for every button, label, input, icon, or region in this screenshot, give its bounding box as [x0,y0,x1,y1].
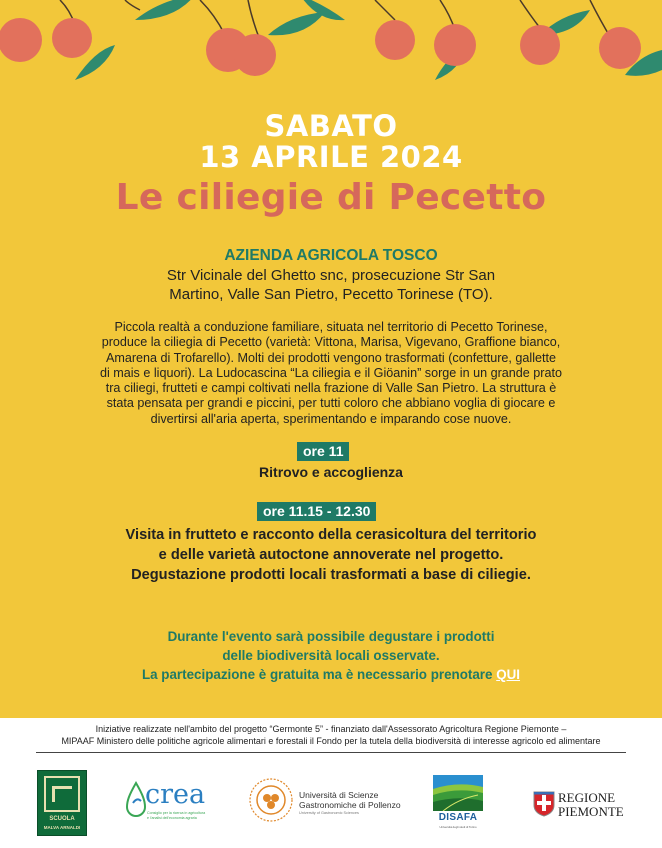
unisg-seal-icon [248,777,294,823]
description-line: Amarena di Trofarello). Molti dei prodotti vengono trasformati (confetture, gallette [105,350,557,365]
unisg-tagline: University of Gastronomic Sciences [299,811,359,815]
event-title: Le ciliegie di Pecetto [115,177,547,218]
time-badge-1: ore 11 [297,442,349,461]
disafa-fields-icon [433,775,483,811]
description-line: stata pensata per grandi e piccini, per tutti coloro che abbiano voglia di giocare e [106,396,556,411]
description-line: produce la ciliegia di Pecetto (varietà: Vittona, Marisa, Vigevano, Graffione bianco, [101,335,561,350]
notice-text: La partecipazione è gratuita ma è necessario prenotare [141,667,493,682]
description-line: divertirsi all'aria aperta, sperimentando e imparando cose nuove. [150,411,512,426]
crea-logo [125,777,215,827]
crea-name: crea [145,779,206,810]
regione-name: PIEMONTE [558,804,624,819]
credits-line: Iniziative realizzate nell'ambito del progetto “Germonte 5” - finanziato dall'Assessorato Agricoltura Regione Piemonte – [95,724,567,734]
event-day: SABATO [264,109,398,143]
leaves [75,0,662,80]
unisg-name: Gastronomiche di Pollenzo [299,800,401,810]
leaf [135,0,195,20]
scuola-name: SCUOLA [49,816,75,822]
notice-line [0,665,662,684]
description-line: di mais e liquori). La Ludocascina “La ciliegia e il Giöanin” sorge in un grande prato [99,365,563,380]
project-credits [0,723,662,747]
time-badge-2: ore 11.15 - 12.30 [257,502,376,521]
unisg-logo [248,775,401,830]
farm-address [120,266,542,304]
disafa-name: DISAFA [438,812,478,823]
divider [36,752,626,753]
notice-line: Durante l'evento sarà possibile degustare i prodotti [167,629,495,644]
cherry [0,18,42,62]
booking-link[interactable]: QUI [496,667,521,682]
schedule-item-2 [0,525,662,585]
cherry [234,34,276,76]
event-notice [0,627,662,684]
schedule-line: Visita in frutteto e racconto della cerasicoltura del territorio [125,527,537,543]
farm-description [66,320,596,427]
unisg-name: Università di Scienze [299,790,379,800]
description-line: tra ciliegi, frutteti e campi coltivati nella frazione di Valle San Pietro. La struttura è [105,381,557,396]
schedule-line: e delle varietà autoctone annoverate nel progetto. [158,547,504,563]
address-line: Str Vicinale del Ghetto snc, prosecuzione Str San [166,267,496,284]
crea-drop-icon [125,781,147,817]
schedule-line: Degustazione prodotti locali trasformati a base di ciliegie. [131,567,531,583]
crea-tagline: e l'analisi dell'economia agraria [147,816,197,820]
event-date: 13 APRILE 2024 [199,140,463,174]
disafa-tagline: Università degli studi di Torino [439,825,477,829]
credits-line: MIPAAF Ministero delle politiche agricole alimentari e forestali il Fondo per la tutela della biodiversità di interesse agricolo ed alimentare [61,736,601,746]
scuola-subtitle: MALVA ARNALDI [43,825,81,830]
regione-piemonte-logo [533,789,633,821]
regione-name: REGIONE [558,790,616,805]
piemonte-shield-icon [533,791,555,817]
address-line: Martino, Valle San Pietro, Pecetto Torinese (TO). [169,286,493,303]
scuola-logo [37,770,87,836]
cherry [52,18,92,58]
schedule-item-1: Ritrovo e accoglienza [259,464,403,480]
leaf [268,12,325,35]
farm-name: AZIENDA AGRICOLA TOSCO [224,247,438,264]
notice-line: delle biodiversità locali osservate. [222,648,440,663]
cherry-branch-decoration [0,0,662,110]
disafa-logo [433,775,485,833]
cherry [599,27,641,69]
cherry [520,25,560,65]
description-line: Piccola realtà a conduzione familiare, situata nel territorio di Pecetto Torinese, [114,320,548,334]
cherry [375,20,415,60]
scuola-emblem-icon [44,776,80,812]
cherry [434,24,476,66]
crea-tagline: Consiglio per la ricerca in agricoltura [147,811,206,815]
